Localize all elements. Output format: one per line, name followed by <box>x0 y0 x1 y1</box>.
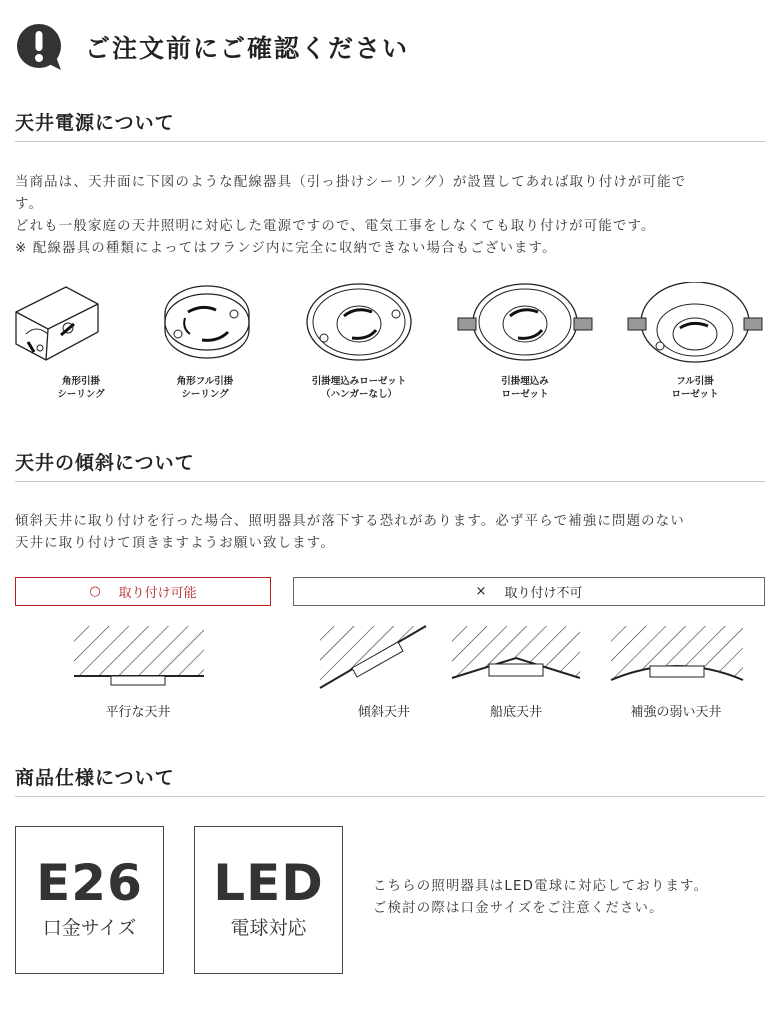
led-box <box>194 826 343 974</box>
ceiling-label: 平行な天井 <box>105 705 171 720</box>
slope-paragraph-line: 天井に取り付けて頂きますようお願い致します。 <box>15 536 335 551</box>
fixture-full-rosette <box>620 282 770 407</box>
fixture-label: 角形引掛 シーリング <box>57 376 105 400</box>
section-title-slope: 天井の傾斜について <box>15 452 195 474</box>
embedded-rosette-hanger-icon <box>450 282 600 372</box>
power-paragraph-line: 当商品は、天井面に下図のような配線器具（引っ掛けシーリング）が設置してあれば取り付けが可能で <box>15 175 687 190</box>
ceiling-label: 傾斜天井 <box>357 705 410 720</box>
section-title-power: 天井電源について <box>15 112 175 134</box>
sloped-ceiling-illustration <box>318 622 430 696</box>
fixture-square-full-ceiling <box>130 282 280 407</box>
fixture-label: 角形フル引掛 シーリング <box>176 376 234 400</box>
exclamation-speech-bubble-icon <box>15 22 65 72</box>
spec-description-line: こちらの照明器具はLED電球に対応しております。 <box>373 879 709 894</box>
slope-paragraph <box>15 511 765 555</box>
power-paragraph-line: す。 <box>15 197 44 212</box>
not-installable-label: 取り付け不可 <box>504 586 583 601</box>
full-rosette-icon <box>620 282 770 372</box>
fixture-label: 引掛埋込み ローゼット <box>501 376 549 400</box>
embedded-rosette-icon <box>284 282 434 372</box>
divider <box>15 141 765 142</box>
base-size-box <box>15 826 164 974</box>
divider <box>15 481 765 482</box>
base-size-value: E26 <box>36 854 143 912</box>
power-paragraph <box>15 172 765 260</box>
fixture-illustrations <box>0 282 780 412</box>
circle-mark-icon: ○ <box>89 584 101 599</box>
led-label: 電球対応 <box>230 917 307 939</box>
power-paragraph-line: ※ 配線器具の種類によってはフランジ内に完全に収納できない場合もございます。 <box>15 241 557 256</box>
power-paragraph-line: どれも一般家庭の天井照明に対応した電源ですので、電気工事をしなくても取り付けが可能です。 <box>15 219 656 234</box>
ceiling-label: 船底天井 <box>489 705 542 720</box>
round-ceiling-icon <box>130 282 280 372</box>
boat-ceiling-illustration <box>451 622 581 692</box>
installable-label: 取り付け可能 <box>118 586 197 601</box>
cross-mark-icon: × <box>475 584 487 599</box>
spec-description <box>373 876 708 920</box>
divider <box>15 796 765 797</box>
slope-paragraph-line: 傾斜天井に取り付けを行った場合、照明器具が落下する恐れがあります。必ず平らで補強に問題のない <box>15 514 685 529</box>
fixture-embedded-rosette-no-hanger <box>284 282 434 407</box>
fixture-label: 引掛埋込みローゼット （ハンガーなし） <box>311 376 407 400</box>
installable-box <box>15 577 271 606</box>
base-size-label: 口金サイズ <box>42 917 137 939</box>
led-value: LED <box>213 854 324 912</box>
page-header <box>15 22 409 72</box>
page-title: ご注文前にご確認ください <box>85 34 410 63</box>
not-installable-box <box>293 577 765 606</box>
fixture-embedded-rosette <box>450 282 600 407</box>
section-title-spec: 商品仕様について <box>15 767 175 789</box>
fixture-label: フル引掛 ローゼット <box>671 376 719 400</box>
spec-description-line: ご検討の際は口金サイズをご注意ください。 <box>373 901 664 916</box>
flat-ceiling-illustration <box>73 622 205 692</box>
weak-ceiling-illustration <box>610 622 744 692</box>
ceiling-label: 補強の弱い天井 <box>630 705 722 720</box>
